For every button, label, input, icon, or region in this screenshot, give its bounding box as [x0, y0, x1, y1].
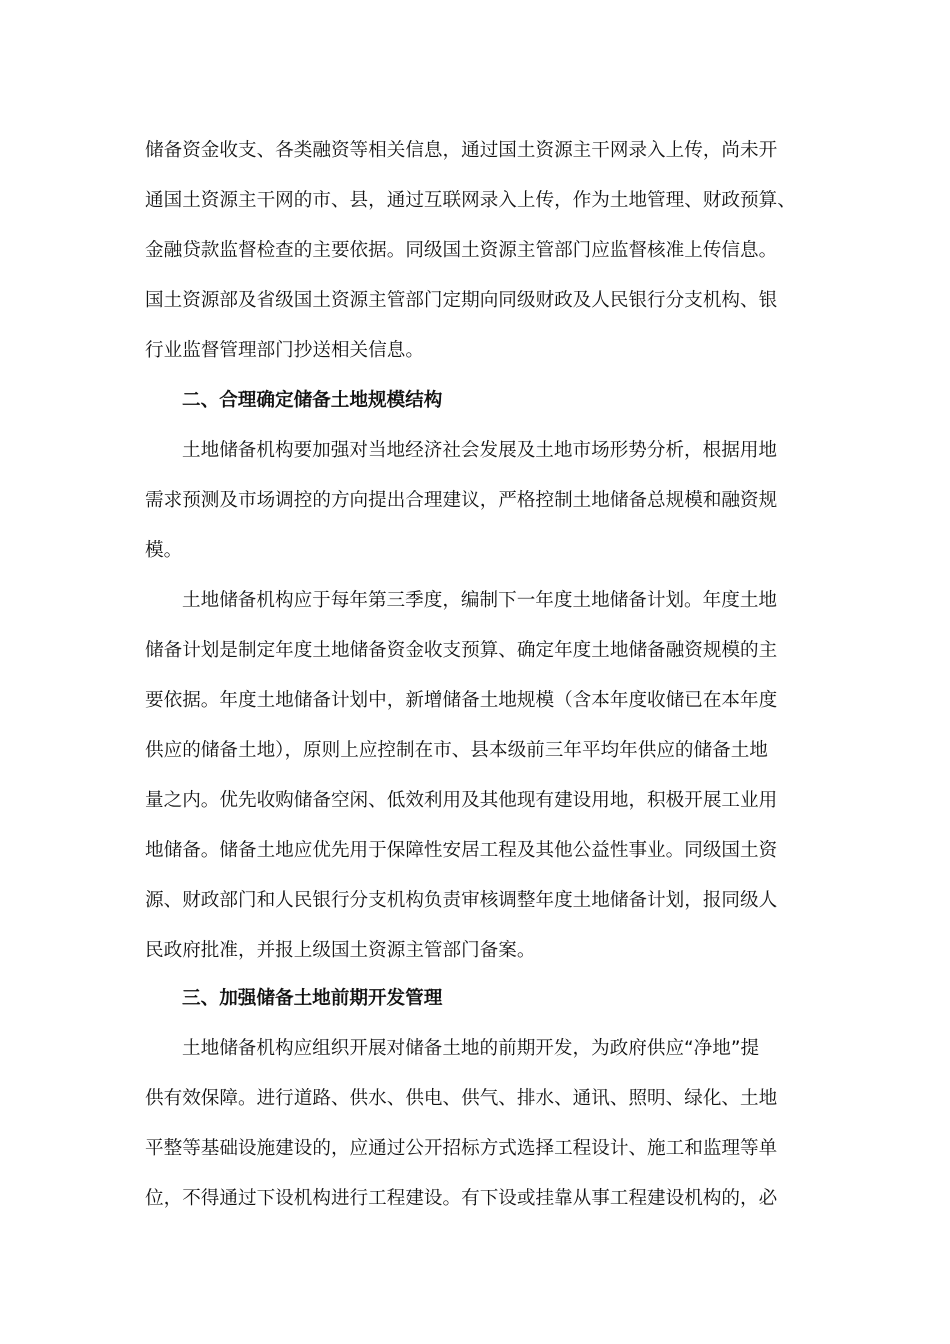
text-line: 平整等基础设施建设的，应通过公开招标方式选择工程设计、施工和监理等单: [145, 1138, 778, 1159]
text-line: 源、财政部门和人民银行分支机构负责审核调整年度土地储备计划，报同级人: [145, 890, 778, 911]
text-line: 供有效保障。进行道路、供水、供电、供气、排水、通讯、照明、绿化、土地: [145, 1088, 778, 1109]
text-line: 要依据。年度土地储备计划中，新增储备土地规模（含本年度收储已在本年度: [145, 690, 778, 711]
section-heading-3: 三、加强储备土地前期开发管理: [182, 988, 443, 1009]
text-line: 供应的储备土地），原则上应控制在市、县本级前三年平均年供应的储备土地: [145, 740, 768, 761]
text-line: 储备资金收支、各类融资等相关信息，通过国土资源主干网录入上传，尚未开: [145, 140, 778, 161]
text-line: 位，不得通过下设机构进行工程建设。有下设或挂靠从事工程建设机构的，必: [145, 1188, 778, 1209]
text-line: 储备计划是制定年度土地储备资金收支预算、确定年度土地储备融资规模的主: [145, 640, 778, 661]
text-line: 土地储备机构要加强对当地经济社会发展及土地市场形势分析，根据用地: [182, 440, 778, 461]
text-line: 国土资源部及省级国土资源主管部门定期向同级财政及人民银行分支机构、银: [145, 290, 778, 311]
text-line: 金融贷款监督检查的主要依据。同级国土资源主管部门应监督核准上传信息。: [145, 240, 778, 261]
section-heading-2: 二、合理确定储备土地规模结构: [182, 390, 443, 411]
text-line: 土地储备机构应组织开展对储备土地的前期开发，为政府供应“净地”提: [182, 1038, 760, 1059]
text-line: 模。: [145, 540, 183, 561]
text-line: 土地储备机构应于每年第三季度，编制下一年度土地储备计划。年度土地: [182, 590, 778, 611]
text-line: 通国土资源主干网的市、县，通过互联网录入上传，作为土地管理、财政预算、: [145, 190, 796, 211]
text-line: 量之内。优先收购储备空闲、低效利用及其他现有建设用地，积极开展工业用: [145, 790, 778, 811]
text-line: 需求预测及市场调控的方向提出合理建议，严格控制土地储备总规模和融资规: [145, 490, 778, 511]
text-line: 行业监督管理部门抄送相关信息。: [145, 340, 424, 361]
text-line: 民政府批准，并报上级国土资源主管部门备案。: [145, 940, 536, 961]
text-line: 地储备。储备土地应优先用于保障性安居工程及其他公益性事业。同级国土资: [145, 840, 778, 861]
